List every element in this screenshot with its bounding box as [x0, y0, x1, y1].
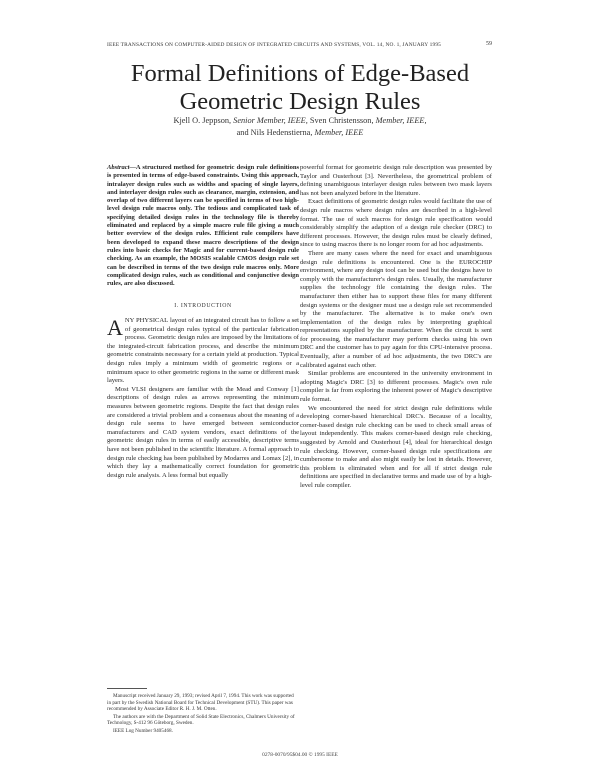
intro-text: layout of an integrated circuit has to follow a set of geometrical design rules typical of the particular fabrication process. Geometric design rules are imposed by the limitations of the integrated-circuit fabrication process, and describe the minimum geometric constraints necessary for a certain yield at production. Typical design rules imply a minimum width of geometric regions or a minimum space to other geometric regions in the same or different mask layers. [107, 317, 300, 385]
intro-paragraph-1 [107, 317, 299, 386]
author-role: Member, IEEE, [375, 116, 427, 125]
author-role: Member, IEEE [314, 128, 364, 137]
right-paragraph-4: Similar problems are encountered in the university environment in adopting Magic's DRC [3] to different processes. Magic's own rule compiler is far from exploring the inherent power of Magic's descriptive rule format. [300, 370, 492, 404]
author-line-1 [140, 115, 460, 127]
footnote-manuscript: Manuscript received January 29, 1993; revised April 7, 1994. This work was supported in part by the Swedish National Board for Technical Development (STU). This paper was recommended by Associate Editor R. H. J. M. Otten. [107, 693, 294, 713]
abstract [107, 164, 299, 288]
author-name: Sven Christensson, [309, 116, 374, 125]
author-name: Kjell O. Jeppson, [173, 116, 232, 125]
right-column [300, 164, 492, 491]
author-block [140, 115, 460, 139]
right-paragraph-5: We encountered the need for strict design rule definitions while developing corner-based hierarchical DRC's. Because of a locality, corner-based design rule checking can be used to check small areas of layout independently. This makes corner-based design rule checking, suggested by Arnold and Ousterhout [4], ideal for hierarchical design rule checking. However, corner-based design rule specifications are cumbersome to make and also might easily be lost in details. However, this problem is eliminated when and for all if strict design rule definitions are specified in declarative terms and made use of by a high-level rule compiler. [300, 404, 492, 489]
footnote-rule [107, 688, 147, 689]
copyright-code: 0278-0070/95$04.00 © 1995 IEEE [262, 752, 338, 758]
intro-smallcaps: NY PHYSICAL [124, 317, 169, 325]
paper-title: Formal Definitions of Edge-Based Geometric Design Rules [130, 60, 470, 115]
right-paragraph-3: There are many cases where the need for exact and unambiguous design rule definitions is encountered. One is the EUROCHIP environment, where any design tool can be used but the designs have to comply with the manufacturer's design rules. Usually, the manufacturer supplies the technology file containing the design rules. The manufacturer then either has to support these files for many different design systems or the designer must use a design rule set recommended by the manufacturer. The alternative is to make one's own implementation of the design rules by interpreting graphical representations supplied by the manufacturer. When the circuit is sent for processing, the manufacturer may perform checks using his own DRC and the customer has to pay again for this CPU-intensive process. Eventually, after a number of ad hoc adjustments, the two DRC's are calibrated against each other. [300, 249, 492, 369]
abstract-lead: Abstract— [107, 164, 136, 171]
intro-paragraph-2: Most VLSI designers are familiar with the Mead and Conway [1] descriptions of design rules as arrows representing the minimum measures between geometric regions. Despite the fact that design rules are considered a trivial problem and a consensus about the meaning of a design rule seems to have emerged between semiconductor manufacturers and CAD system vendors, exact definitions of the geometric design rules in terms of easily accessible, descriptive terms have not been published in the scientific literature. A formal approach to design rule checking has been published by Modarres and Lomax [2], in which they lay a mathematically correct foundation for geometric design rule analysis. A less formal but equally [107, 385, 299, 479]
author-name: and Nils Hedenstierna, [236, 128, 313, 137]
right-paragraph-2: Exact definitions of geometric design rules would facilitate the use of design rule macros where design rules are described in a high-level format. The use of such macros for design rule specification would considerably simplify the adaption of a design rule checker (DRC) to different processes. However, the design rules must be clearly defined, since to using macros there is no longer room for ad hoc adjustments. [300, 198, 492, 249]
footnote-log-number: IEEE Log Number 9405468. [113, 727, 173, 734]
footnote-affiliation: The authors are with the Department of Solid State Electronics, Chalmers University of Technology, S-412 96 Göteborg, Sweden. [107, 713, 295, 727]
author-role: Senior Member, IEEE, [233, 116, 308, 125]
footnotes [107, 688, 297, 736]
right-paragraph-1: powerful format for geometric design rule description was presented by Taylor and Ousterhout [3]. Nevertheless, the geometrical problem of defining unambiguous interlayer design rules between two mask layers has not been analyzed before in the literature. [300, 164, 492, 197]
author-line-2 [140, 127, 460, 139]
left-column [107, 164, 299, 480]
drop-cap: A [107, 315, 123, 341]
running-head: IEEE TRANSACTIONS ON COMPUTER-AIDED DESIGN OF INTEGRATED CIRCUITS AND SYSTEMS, VOL. 14, NO. 1, JANUARY 1995 [107, 42, 442, 48]
section-heading: I. INTRODUCTION [174, 303, 232, 310]
abstract-text: A structured method for geometric design rule definitions is presented in terms of edge-based constraints. Using this approach, intralayer design rules such as widths and spacing of single layers, and interlayer design rules such as clearance, margin, extension, and overlap of two different layers can be specified in terms of two high-level design rule macros only. The tedious and complicated task of specifying detailed design rules in the technology file is thereby eliminated and replaced by a simple macro rule file giving a much better overview of the design rules. Efficient rule compilers have been developed to expand these macro descriptions of the design rules into basic checks for Magic and for current-based design rule checking. As an example, the MOSIS scalable CMOS design rule set can be described in terms of the two design rule macros only. More complicated design rules, such as conditional and conjunctive design rules, are also discussed. [107, 164, 299, 288]
page-number: 59 [486, 41, 492, 47]
